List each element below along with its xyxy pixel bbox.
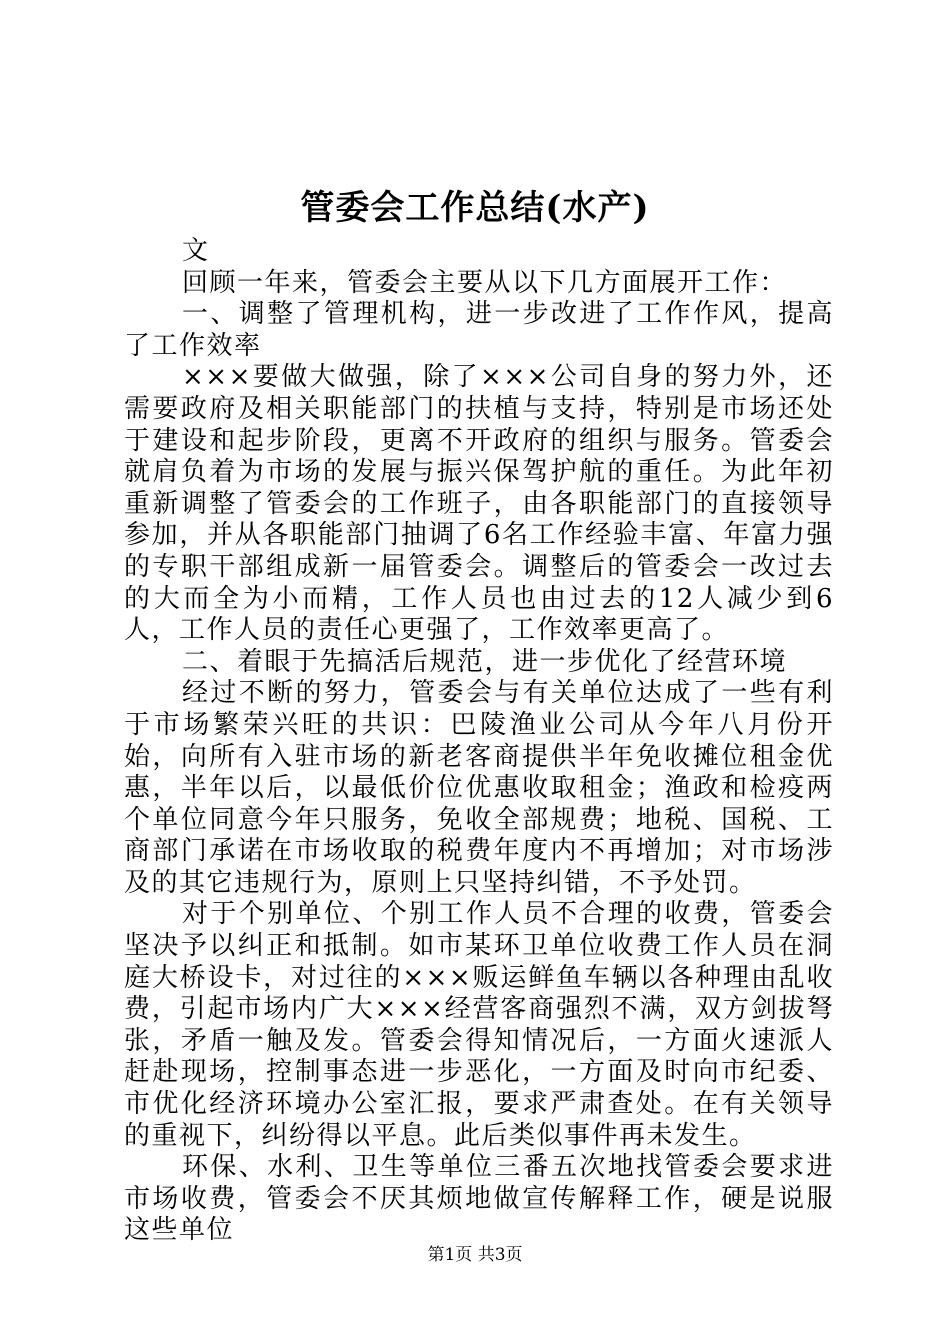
paragraph: 环保、水利、卫生等单位三番五次地找管委会要求进市场收费，管委会不厌其烦地做宣传解释工作，硬是说服这些单位 <box>124 1152 834 1246</box>
paragraph: 经过不断的努力，管委会与有关单位达成了一些有利于市场繁荣兴旺的共识：巴陵渔业公司从今年八月份开始，向所有入驻市场的新老客商提供半年免收摊位租金优惠，半年以后，以最低价位优惠收取租金；渔政和检疫两个单位同意今年只服务，免收全部规费；地税、国税、工商部门承诺在市场收取的税费年度内不再增加；对市场涉及的其它违规行为，原则上只坚持纠错，不予处罚。 <box>124 678 834 898</box>
paragraph: 对于个别单位、个别工作人员不合理的收费，管委会坚决予以纠正和抵制。如市某环卫单位收费工作人员在洞庭大桥设卡，对过往的×××贩运鲜鱼车辆以各种理由乱收费，引起市场内广大×××经营客商强烈不满，双方剑拔弩张，矛盾一触及发。管委会得知情况后，一方面火速派人赶赴现场，控制事态进一步恶化，一方面及时向市纪委、市优化经济环境办公室汇报，要求严肃查处。在有关领导的重视下，纠纷得以平息。此后类似事件再未发生。 <box>124 899 834 1151</box>
document-title: 管委会工作总结(水产) <box>300 188 650 228</box>
paragraph-author: 文 <box>182 236 210 266</box>
section-heading-2: 二、着眼于先搞活后规范，进一步优化了经营环境 <box>182 646 788 677</box>
paragraph-intro: 回顾一年来，管委会主要从以下几方面展开工作： <box>182 267 788 298</box>
section-heading-1: 一、调整了管理机构，进一步改进了工作作风，提高了工作效率 <box>124 299 834 361</box>
page-number-footer: 第1页 共3页 <box>427 1245 523 1265</box>
paragraph: ×××要做大做强，除了×××公司自身的努力外，还需要政府及相关职能部门的扶植与支持，特别是市场还处于建设和起步阶段，更离不开政府的组织与服务。管委会就肩负着为市场的发展与振兴保驾护航的重任。为此年初重新调整了管委会的工作班子，由各职能部门的直接领导参加，并从各职能部门抽调了6名工作经验丰富、年富力强的专职干部组成新一届管委会。调整后的管委会一改过去的大而全为小而精，工作人员也由过去的12人减少到6人，工作人员的责任心更强了，工作效率更高了。 <box>124 362 834 646</box>
document-body <box>124 236 834 1247</box>
